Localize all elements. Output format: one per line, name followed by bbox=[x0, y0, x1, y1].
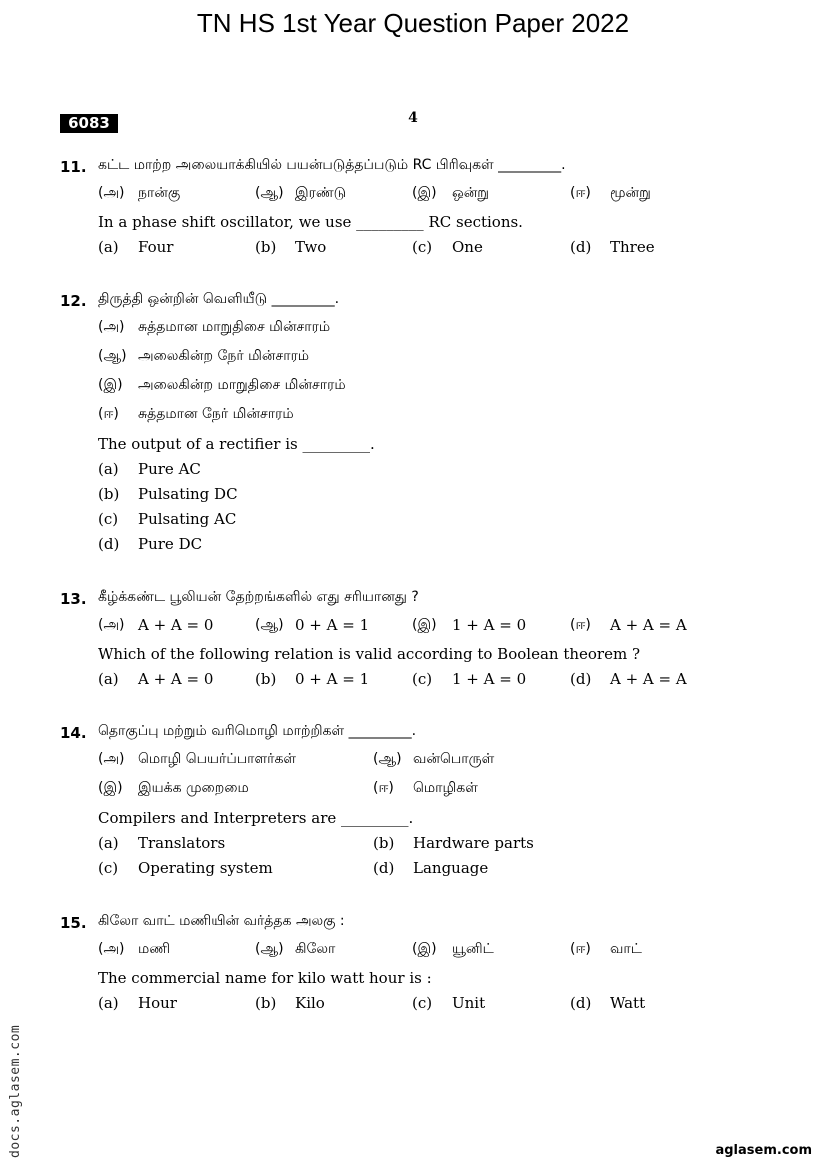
option-marker: (ஆ) bbox=[98, 348, 127, 364]
option-marker: (ஈ) bbox=[570, 617, 591, 633]
option-marker: (d) bbox=[570, 670, 592, 688]
option-text: இயக்க முறைமை bbox=[138, 780, 249, 796]
option-marker: (அ) bbox=[98, 319, 125, 335]
option-marker: (அ) bbox=[98, 617, 125, 633]
question-text-english: The commercial name for kilo watt hour is : bbox=[98, 969, 432, 987]
option-marker: (b) bbox=[255, 670, 277, 688]
option-text: A + A = A bbox=[610, 670, 687, 688]
question-text-english: In a phase shift oscillator, we use _________ RC sections. bbox=[98, 213, 523, 231]
option-text: மொழி பெயர்ப்பாளர்கள் bbox=[138, 751, 297, 767]
option-text: Pulsating DC bbox=[138, 485, 238, 503]
option-text: Operating system bbox=[138, 859, 273, 877]
option-text: Watt bbox=[610, 994, 646, 1012]
option-text: மொழிகள் bbox=[413, 780, 478, 796]
option-text: வாட் bbox=[610, 941, 642, 957]
option-marker: (d) bbox=[373, 859, 395, 877]
option-marker: (அ) bbox=[98, 751, 125, 767]
question-text-tamil: கட்ட மாற்ற அலையாக்கியில் பயன்படுத்தப்படும் RC பிரிவுகள் _________. bbox=[98, 157, 566, 173]
page-number: 4 bbox=[408, 110, 418, 126]
option-marker: (a) bbox=[98, 670, 119, 688]
option-text: ஒன்று bbox=[452, 185, 490, 201]
option-marker: (b) bbox=[255, 238, 277, 256]
question-number: 15. bbox=[60, 914, 87, 932]
option-text: A + A = 0 bbox=[138, 670, 214, 688]
question-text-english: The output of a rectifier is _________. bbox=[98, 435, 375, 453]
option-text: 1 + A = 0 bbox=[452, 670, 527, 688]
paper-code-badge: 6083 bbox=[60, 114, 118, 133]
option-text: சுத்தமான மாறுதிசை மின்சாரம் bbox=[138, 319, 331, 335]
option-text: 0 + A = 1 bbox=[295, 616, 370, 634]
option-marker: (c) bbox=[98, 859, 119, 877]
side-watermark: docs.aglasem.com bbox=[8, 1024, 23, 1158]
option-text: 1 + A = 0 bbox=[452, 616, 527, 634]
option-marker: (b) bbox=[98, 485, 120, 503]
option-marker: (c) bbox=[412, 670, 433, 688]
option-text: மணி bbox=[138, 941, 171, 957]
question-text-tamil: கீழ்க்கண்ட பூலியன் தேற்றங்களில் எது சரியானது ? bbox=[98, 589, 419, 605]
option-text: அலைகின்ற மாறுதிசை மின்சாரம் bbox=[138, 377, 346, 393]
option-text: Hardware parts bbox=[413, 834, 534, 852]
option-marker: (a) bbox=[98, 460, 119, 478]
option-text: Translators bbox=[138, 834, 226, 852]
option-marker: (ஈ) bbox=[98, 406, 119, 422]
option-text: சுத்தமான நேர் மின்சாரம் bbox=[138, 406, 294, 422]
question-text-english: Compilers and Interpreters are _________. bbox=[98, 809, 414, 827]
option-text: One bbox=[452, 238, 483, 256]
page-title: TN HS 1st Year Question Paper 2022 bbox=[196, 8, 630, 38]
option-marker: (ஈ) bbox=[373, 780, 394, 796]
option-text: மூன்று bbox=[610, 185, 651, 201]
option-marker: (d) bbox=[570, 238, 592, 256]
option-text: A + A = A bbox=[610, 616, 687, 634]
option-marker: (c) bbox=[412, 994, 433, 1012]
option-marker: (ஆ) bbox=[255, 185, 284, 201]
option-marker: (d) bbox=[570, 994, 592, 1012]
option-marker: (அ) bbox=[98, 941, 125, 957]
option-marker: (a) bbox=[98, 834, 119, 852]
option-marker: (a) bbox=[98, 994, 119, 1012]
option-marker: (b) bbox=[373, 834, 395, 852]
option-text: Language bbox=[413, 859, 489, 877]
option-text: A + A = 0 bbox=[138, 616, 214, 634]
option-marker: (ஆ) bbox=[255, 617, 284, 633]
option-text: அலைகின்ற நேர் மின்சாரம் bbox=[138, 348, 310, 364]
option-marker: (c) bbox=[412, 238, 433, 256]
question-text-tamil: திருத்தி ஒன்றின் வெளியீடு _________. bbox=[98, 291, 340, 307]
option-marker: (ஈ) bbox=[570, 185, 591, 201]
option-marker: (d) bbox=[98, 535, 120, 553]
question-number: 14. bbox=[60, 724, 87, 742]
question-number: 13. bbox=[60, 590, 87, 608]
option-marker: (c) bbox=[98, 510, 119, 528]
option-text: யூனிட் bbox=[452, 941, 494, 957]
option-marker: (b) bbox=[255, 994, 277, 1012]
option-marker: (அ) bbox=[98, 185, 125, 201]
option-marker: (இ) bbox=[412, 185, 437, 201]
question-number: 11. bbox=[60, 158, 87, 176]
option-marker: (இ) bbox=[98, 780, 123, 796]
question-text-tamil: கிலோ வாட் மணியின் வர்த்தக அலகு : bbox=[98, 913, 345, 929]
option-text: Pure DC bbox=[138, 535, 203, 553]
option-text: வன்பொருள் bbox=[413, 751, 495, 767]
option-text: Unit bbox=[452, 994, 486, 1012]
option-text: நான்கு bbox=[138, 185, 181, 201]
question-text-tamil: தொகுப்பு மற்றும் வரிமொழி மாற்றிகள் _________. bbox=[98, 723, 417, 739]
brand-footer: aglasem.com bbox=[715, 1143, 812, 1158]
option-text: Pulsating AC bbox=[138, 510, 237, 528]
option-marker: (ஆ) bbox=[255, 941, 284, 957]
option-text: கிலோ bbox=[295, 941, 336, 957]
option-text: Hour bbox=[138, 994, 177, 1012]
option-text: Three bbox=[610, 238, 655, 256]
question-number: 12. bbox=[60, 292, 87, 310]
option-text: Four bbox=[138, 238, 174, 256]
option-marker: (ஆ) bbox=[373, 751, 402, 767]
option-text: இரண்டு bbox=[295, 185, 347, 201]
option-marker: (a) bbox=[98, 238, 119, 256]
option-marker: (இ) bbox=[98, 377, 123, 393]
option-text: Kilo bbox=[295, 994, 325, 1012]
option-marker: (ஈ) bbox=[570, 941, 591, 957]
option-marker: (இ) bbox=[412, 617, 437, 633]
option-text: Pure AC bbox=[138, 460, 201, 478]
option-text: Two bbox=[295, 238, 327, 256]
question-text-english: Which of the following relation is valid according to Boolean theorem ? bbox=[98, 645, 640, 663]
option-marker: (இ) bbox=[412, 941, 437, 957]
option-text: 0 + A = 1 bbox=[295, 670, 370, 688]
